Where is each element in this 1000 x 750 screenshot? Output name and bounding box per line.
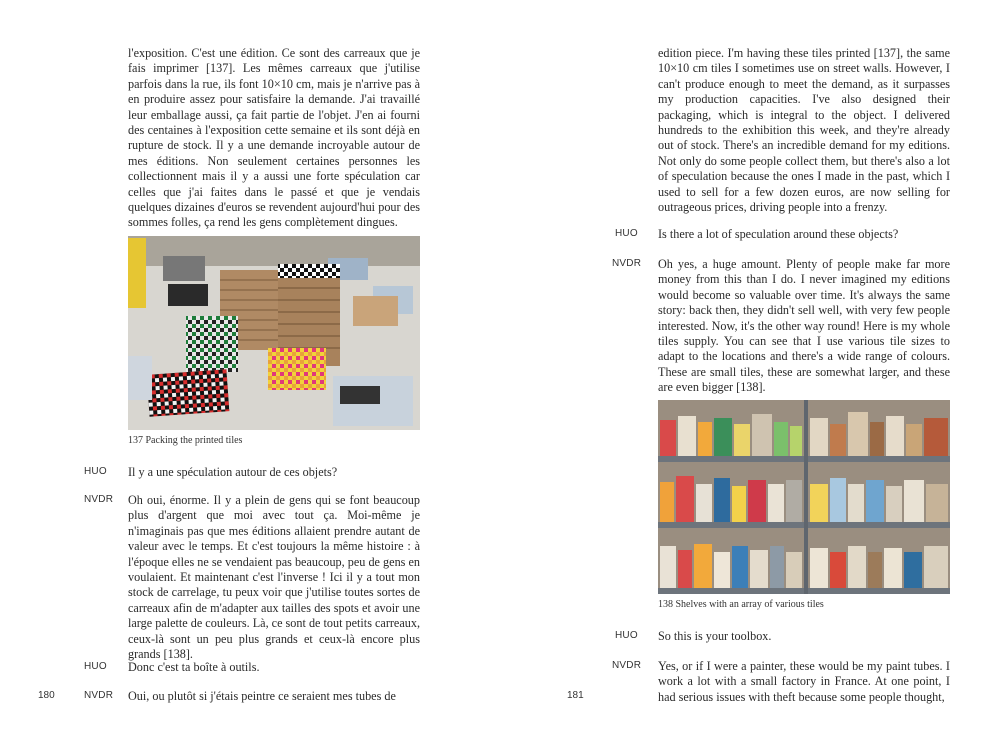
- page-number: 180: [38, 690, 55, 701]
- speaker-label-huo: HUO: [615, 228, 638, 239]
- right-page: [500, 0, 1000, 750]
- packing-printed-tiles-photo: [128, 236, 420, 430]
- left-intro-paragraph: l'exposition. C'est une édition. Ce sont des carreaux que je fais imprimer [137]. Les mêmes carreaux que j'utilise parfois dans la rue, ils font 10×10 cm, mais je n'arrive pas à en produire assez pour satisfaire la demande. J'ai travaillé leur emballage aussi, ça fait partie de l'objet. J'en ai fourni des centaines à l'exposition cette semaine et ils sont déjà en rupture de stock. Il y a une demande incroyable autour de mes éditions. Non seulement certaines personnes les collectionnent mais il y a aussi une forte spéculation car celles que j'ai faites dans le passé et que je vendais quelques dizaines d'euros se revendent aujourd'hui pour des sommes folles, ça rend les gens complètement dingues.: [128, 46, 420, 230]
- dialogue-text: Oh yes, a huge amount. Plenty of people make far more money from this than I do. I never imagined my editions would become so valuable over time. It's always the same story: back then, they didn't sell well, with very few people interested. Now, it's the other way round! Here is my whole tiles supply. You can see that I use various tile sizes to adapt to the locations and there's a wide range of colours. These are small tiles, these are somewhat larger, and these are even bigger [138].: [658, 257, 950, 395]
- dialogue-text: So this is your toolbox.: [658, 629, 772, 643]
- photo-caption-138: 138 Shelves with an array of various tiles: [658, 599, 824, 610]
- dialogue-text: Donc c'est ta boîte à outils.: [128, 660, 260, 674]
- speaker-label-nvdr: NVDR: [612, 258, 642, 269]
- tile-shelves-illustration: [658, 400, 950, 594]
- dialogue-text: Il y a une spéculation autour de ces objets?: [128, 465, 338, 479]
- dialogue-text: Is there a lot of speculation around these objects?: [658, 227, 899, 241]
- dialogue-text: Oui, ou plutôt si j'étais peintre ce seraient mes tubes de: [128, 689, 396, 703]
- packing-printed-tiles-illustration: [128, 236, 420, 430]
- speaker-label-nvdr: NVDR: [84, 494, 114, 505]
- speaker-label-nvdr: NVDR: [84, 690, 114, 701]
- speaker-label-huo: HUO: [84, 466, 107, 477]
- speaker-label-huo: HUO: [84, 661, 107, 672]
- dialogue-text: Yes, or if I were a painter, these would be my paint tubes. I work a lot with a small factory in France. At one point, I had serious issues with theft because some people thought,: [658, 659, 950, 704]
- dialogue-text: Oh oui, énorme. Il y a plein de gens qui se font beaucoup plus d'argent que moi avec tout ça. Moi-même je n'imaginais pas que mes éditions allaient prendre autant de valeur avec le temps. Et c'est toujours la même histoire : à l'époque elles ne se vendaient pas beaucoup, peu de gens en voulaient. Et maintenant c'est l'inverse ! Ici il y a tout mon stock de carrelage, tu peux voir que j'utilise toutes sortes de carreaux afin de m'adapter aux tailles des spots et avoir une large palette de couleurs. Là, ce sont de tout petits carreaux, ceux-là sont un peu plus grands et ceux-là encore plus grands [138].: [128, 493, 420, 662]
- shelves-various-tiles-photo: [658, 400, 950, 594]
- photo-caption-137: 137 Packing the printed tiles: [128, 435, 243, 446]
- page-number: 181: [567, 690, 584, 701]
- right-intro-paragraph: edition piece. I'm having these tiles printed [137], the same 10×10 cm tiles I sometimes use on street walls. However, I can't produce enough to meet the demand, as it surpasses my production capacities. I've also designed their packaging, which is integral to the object. I delivered hundreds to the exhibition this week, and they're already out of stock. There's an incredible demand for my editions. Not only do some people collect them, but there's also a lot of speculation because the ones I made in the past, which I used to sell for a few dozen euros, are now selling for outrageous prices, driving people into a frenzy.: [658, 46, 950, 215]
- speaker-label-huo: HUO: [615, 630, 638, 641]
- speaker-label-nvdr: NVDR: [612, 660, 642, 671]
